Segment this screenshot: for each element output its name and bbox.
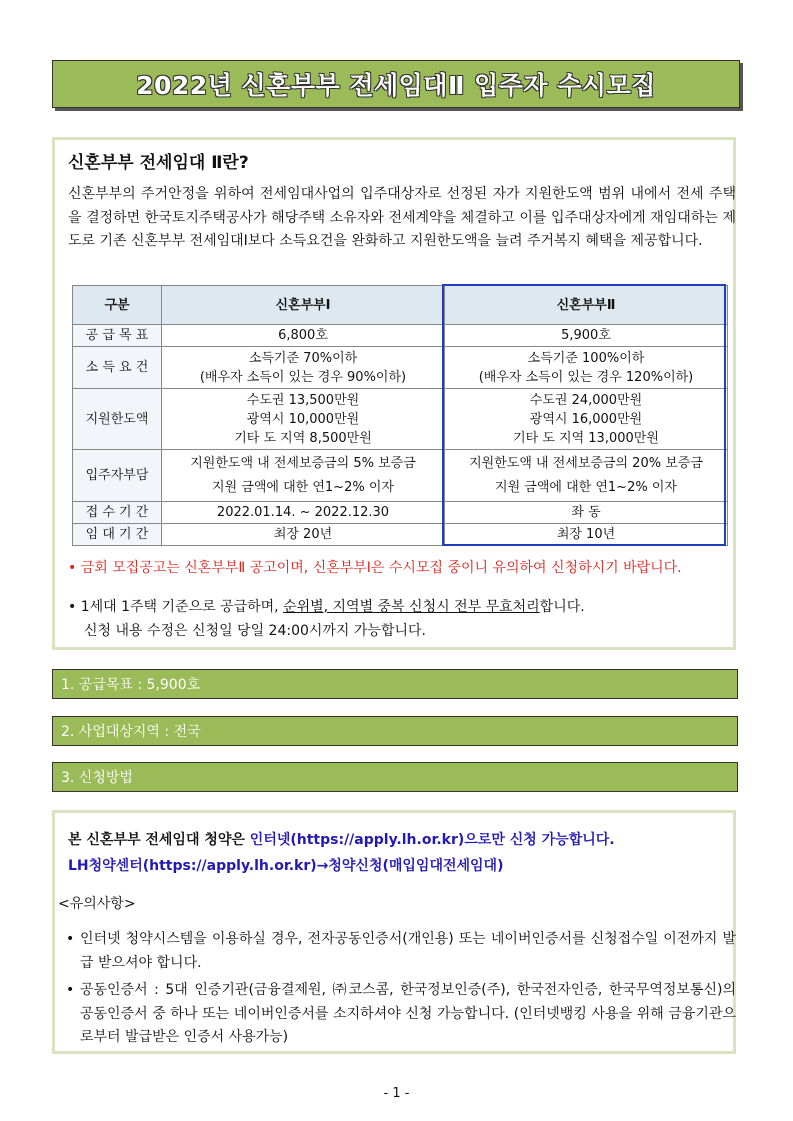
- row-label: 접 수 기 간: [73, 502, 162, 524]
- cell-line: 지원한도액 내 전세보증금의 20% 보증금: [469, 455, 703, 471]
- warning-note: • 금회 모집공고는 신혼부부Ⅱ 공고이며, 신혼부부Ⅰ은 수시모집 중이니 유의하여 신청하시기 바랍니다.: [68, 560, 682, 576]
- note-text: • 1세대 1주택 기준으로 공급하며,: [68, 599, 284, 615]
- intro-heading: 신혼부부 전세임대 Ⅱ란?: [68, 153, 249, 173]
- cell-line: 지원한도액 내 전세보증금의 5% 보증금: [190, 455, 416, 471]
- cell-line: 수도권 24,000만원: [529, 392, 643, 408]
- table-header: 신혼부부Ⅱ: [445, 286, 728, 325]
- cell-line: 2022.01.14. ~ 2022.12.30: [216, 505, 390, 520]
- table-row: [73, 502, 728, 524]
- section-label: 1. 공급목표 : 5,900호: [61, 677, 201, 693]
- table-cell: [445, 325, 728, 347]
- cell-line: 좌 동: [571, 505, 601, 520]
- table-header: 구분: [73, 286, 162, 325]
- page-title-banner: [52, 60, 740, 108]
- cell-line: 기타 도 지역 13,000만원: [513, 430, 659, 446]
- section-label: 3. 신청방법: [61, 770, 133, 786]
- row-label: 지원한도액: [73, 389, 162, 450]
- table-row: [73, 524, 728, 546]
- list-item: • 인터넷 청약시스템을 이용하실 경우, 전자공동인증서(개인용) 또는 네이버인증서를 신청접수일 이전까지 발급 받으셔야 합니다.: [62, 928, 736, 975]
- table-cell: [162, 389, 445, 450]
- table-row: [73, 450, 728, 502]
- table-row: [73, 389, 728, 450]
- comparison-table: [72, 285, 728, 546]
- apply-line: [68, 829, 615, 849]
- cell-line: 최장 10년: [556, 527, 616, 542]
- cell-line: 최장 20년: [273, 527, 333, 542]
- page-title: 2022년 신혼부부 전세임대Ⅱ 입주자 수시모집: [136, 71, 656, 100]
- caution-heading: <유의사항>: [58, 896, 136, 912]
- cell-line: 기타 도 지역 8,500만원: [234, 430, 372, 446]
- cell-line: 6,800호: [278, 328, 328, 343]
- cell-line: 5,900호: [561, 328, 611, 343]
- table-header: 신혼부부Ⅰ: [162, 286, 445, 325]
- table-row: [73, 347, 728, 389]
- section-label: 2. 사업대상지역 : 전국: [61, 724, 201, 740]
- cell-line: 소득기준 100%이하: [527, 350, 645, 366]
- note-text: 신청 내용 수정은 신청일 당일 24:00시까지 가능합니다.: [84, 623, 426, 639]
- table-cell: [162, 450, 445, 502]
- row-label: 입주자부담: [73, 450, 162, 502]
- apply-text: 본 신혼부부 전세임대 청약은: [68, 832, 250, 848]
- table-cell: [445, 389, 728, 450]
- table-cell: [445, 347, 728, 389]
- table-cell: [162, 325, 445, 347]
- table-cell: [445, 450, 728, 502]
- list-item: • 공동인증서 : 5대 인증기관(금융결제원, ㈜코스콤, 한국정보인증(주), 한국전자인증, 한국무역정보통신)의 공동인증서 중 하나 또는 네이버인증서를 소지하셔야 신청 가능합니다. (인터넷뱅킹 사용을 위해 금융기관으로부터 발급받은 인증서 사용가능): [62, 979, 736, 1050]
- cell-line: 수도권 13,500만원: [246, 392, 360, 408]
- table-header-row: [73, 286, 728, 325]
- cell-line: 지원 금액에 대한 연1~2% 이자: [212, 479, 394, 495]
- note-underlined-text: 순위별, 지역별 중복 신청시 전부 무효처리: [283, 599, 540, 615]
- section-apply-method: [52, 762, 738, 792]
- cell-line: 소득기준 70%이하: [248, 350, 358, 366]
- cell-line: 광역시 16,000만원: [529, 411, 643, 427]
- table-cell: [162, 524, 445, 546]
- apply-link-text: 인터넷(https://apply.lh.or.kr)으로만 신청 가능합니다.: [249, 832, 615, 848]
- table-row: [73, 325, 728, 347]
- cell-line: 광역시 10,000만원: [246, 411, 360, 427]
- page-number: - 1 -: [383, 1086, 410, 1101]
- cell-line: (배우자 소득이 있는 경우 120%이하): [478, 369, 694, 385]
- intro-body: 신혼부부의 주거안정을 위하여 전세임대사업의 입주대상자로 선정된 자가 지원한도액 범위 내에서 전세 주택을 결정하면 한국토지주택공사가 해당주택 소유자와 전세계약을 체결하고 이를 입주대상자에게 재임대하는 제도로 기존 신혼부부 전세임대Ⅰ보다 소득요건을 완화하고 지원한도액을 늘려 주거복지 혜택을 제공합니다.: [68, 186, 736, 249]
- table-cell: [162, 347, 445, 389]
- note-text: 합니다.: [539, 599, 585, 615]
- row-label: 소 득 요 건: [73, 347, 162, 389]
- table-cell: [445, 524, 728, 546]
- caution-list: [62, 928, 736, 1054]
- cell-line: (배우자 소득이 있는 경우 90%이하): [199, 369, 407, 385]
- table-cell: [162, 502, 445, 524]
- table-cell: [445, 502, 728, 524]
- apply-path: LH청약센터(https://apply.lh.or.kr)→청약신청(매입임대전세임대): [68, 858, 504, 874]
- row-label: 공 급 목 표: [73, 325, 162, 347]
- section-target-area: [52, 716, 738, 746]
- duplicate-application-note: [68, 595, 585, 643]
- row-label: 임 대 기 간: [73, 524, 162, 546]
- section-supply-target: [52, 669, 738, 699]
- cell-line: 지원 금액에 대한 연1~2% 이자: [495, 479, 677, 495]
